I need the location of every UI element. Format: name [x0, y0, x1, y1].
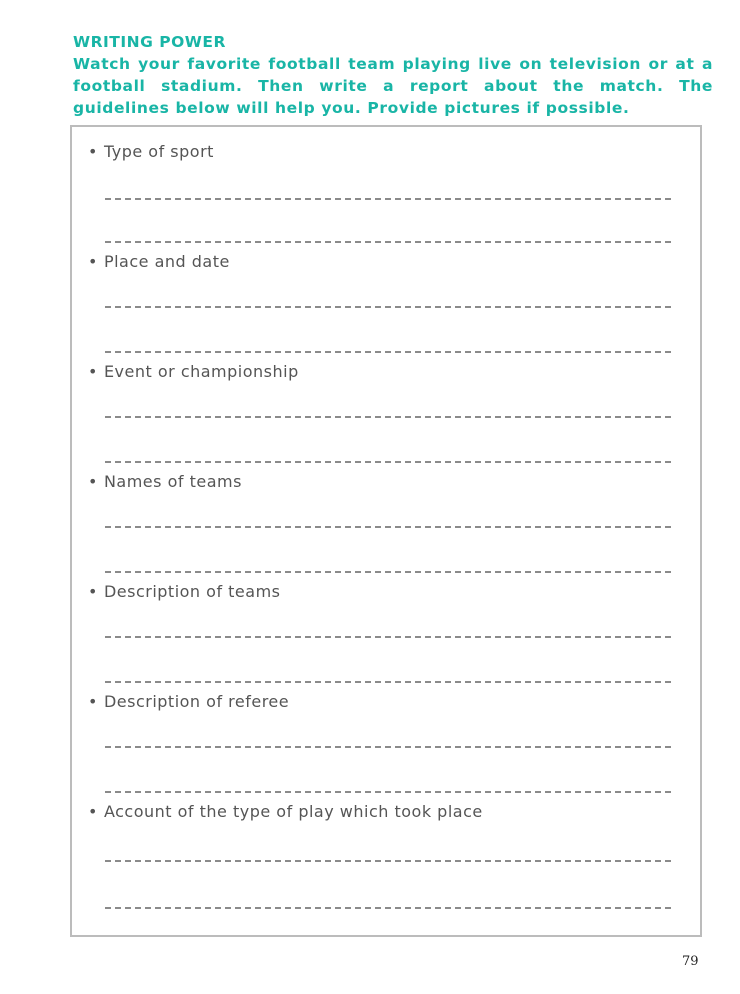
writing-line[interactable]	[105, 746, 671, 748]
guideline-item	[88, 142, 214, 161]
writing-line[interactable]	[105, 860, 671, 862]
guideline-label: Account of the type of play which took place	[103, 802, 483, 821]
writing-line[interactable]	[105, 636, 671, 638]
writing-line[interactable]	[105, 907, 671, 909]
bullet-icon: •	[88, 472, 98, 491]
guideline-label: Description of teams	[103, 582, 281, 601]
guideline-item	[88, 802, 483, 821]
guideline-label: Place and date	[103, 252, 230, 271]
bullet-icon: •	[88, 362, 98, 381]
writing-line[interactable]	[105, 571, 671, 573]
bullet-icon: •	[88, 142, 98, 161]
bullet-icon: •	[88, 802, 98, 821]
writing-line[interactable]	[105, 198, 671, 200]
instructions-text: Watch your favorite football team playing live on television or at a football stadium. Then write a report about the match. The guidelines below will help you. Provide pictures if possible.	[73, 55, 713, 117]
guideline-item	[88, 252, 230, 271]
guideline-label: Type of sport	[103, 142, 214, 161]
activity-heading	[73, 32, 713, 119]
writing-line[interactable]	[105, 351, 671, 353]
writing-line[interactable]	[105, 416, 671, 418]
bullet-icon: •	[88, 692, 98, 711]
writing-line[interactable]	[105, 791, 671, 793]
section-title: WRITING POWER	[73, 33, 226, 51]
guideline-item	[88, 472, 242, 491]
guideline-label: Names of teams	[103, 472, 242, 491]
writing-line[interactable]	[105, 526, 671, 528]
guideline-item	[88, 362, 299, 381]
writing-line[interactable]	[105, 461, 671, 463]
guideline-item	[88, 582, 281, 601]
bullet-icon: •	[88, 582, 98, 601]
writing-line[interactable]	[105, 681, 671, 683]
page-number: 79	[682, 954, 699, 969]
guideline-item	[88, 692, 289, 711]
guideline-label: Description of referee	[103, 692, 290, 711]
bullet-icon: •	[88, 252, 98, 271]
writing-line[interactable]	[105, 306, 671, 308]
writing-line[interactable]	[105, 241, 671, 243]
guideline-label: Event or championship	[103, 362, 299, 381]
